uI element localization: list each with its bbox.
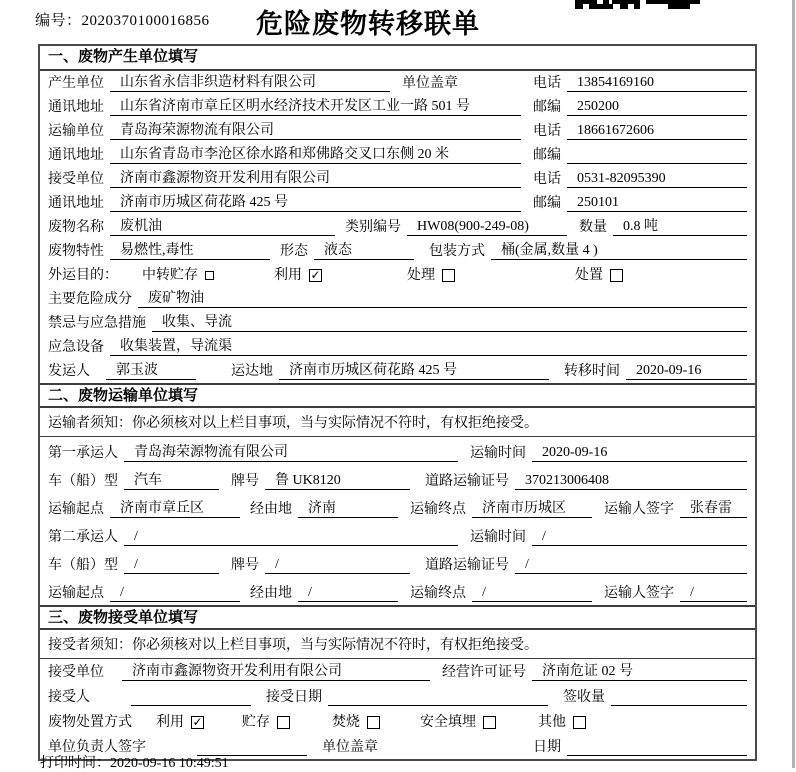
transport-time-label: 运输时间 bbox=[470, 530, 526, 545]
plate-label: 牌号 bbox=[231, 474, 259, 489]
trait-label: 废物特性 bbox=[48, 244, 104, 259]
purpose-option-disposal bbox=[575, 264, 623, 284]
window-edge-line bbox=[792, 0, 795, 768]
use-checkbox: ✓ bbox=[310, 267, 321, 282]
date-value bbox=[567, 739, 747, 756]
option-label: 利用 bbox=[274, 268, 302, 283]
origin-label: 运输起点 bbox=[48, 502, 104, 517]
section-3-header: 三、废物接受单位填写 bbox=[40, 605, 755, 630]
producer-value: 山东省永信非织造材料有限公司 bbox=[110, 71, 390, 92]
disposal-checkbox bbox=[610, 269, 623, 282]
disposal-option-use bbox=[156, 711, 204, 731]
carrier-value: / bbox=[124, 529, 458, 546]
row-second-carrier bbox=[40, 521, 755, 549]
shipper-value: 郭玉波 bbox=[106, 359, 196, 380]
phone-value: 18661672606 bbox=[567, 123, 747, 140]
accept-unit-value: 济南市鑫源物资开发利用有限公司 bbox=[122, 660, 430, 681]
taboo-value: 收集、导流 bbox=[152, 311, 747, 332]
end-value: 济南市历城区 bbox=[472, 497, 592, 518]
zip-label: 邮编 bbox=[533, 100, 561, 115]
transporter-sign-value: / bbox=[680, 585, 747, 602]
quantity-value: 0.8 吨 bbox=[613, 215, 747, 236]
vehicle-type-value: / bbox=[124, 557, 219, 574]
license-value: 济南危证 02 号 bbox=[532, 660, 747, 681]
unit-seal-label: 单位盖章 bbox=[322, 740, 378, 755]
disposal-option-incineration bbox=[332, 711, 380, 731]
destination-label: 运达地 bbox=[231, 364, 273, 379]
quantity-label: 数量 bbox=[579, 220, 607, 235]
vehicle-type-label: 车（船）型 bbox=[48, 558, 118, 573]
row-route-1 bbox=[40, 493, 755, 521]
accept-date-label: 接受日期 bbox=[266, 690, 322, 705]
row-receiver-unit bbox=[40, 167, 755, 191]
road-permit-label: 道路运输证号 bbox=[425, 474, 509, 489]
road-permit-value: / bbox=[515, 557, 747, 574]
landfill-checkbox bbox=[483, 716, 496, 729]
road-permit-label: 道路运输证号 bbox=[425, 558, 509, 573]
address-label: 通讯地址 bbox=[48, 148, 104, 163]
phone-value: 0531-82095390 bbox=[567, 171, 747, 188]
end-value: / bbox=[472, 585, 592, 602]
origin-value: 济南市章丘区 bbox=[110, 497, 240, 518]
acceptor-label: 接受人 bbox=[48, 690, 90, 705]
option-label: 利用 bbox=[156, 715, 184, 730]
transfer-storage-checkbox bbox=[205, 271, 214, 280]
equipment-value: 收集装置，导流渠 bbox=[110, 335, 747, 356]
row-waste-trait bbox=[40, 239, 755, 263]
row-emergency-equipment bbox=[40, 335, 755, 359]
origin-label: 运输起点 bbox=[48, 586, 104, 601]
trait-value: 易燃性,毒性 bbox=[110, 239, 270, 260]
carrier-value: 青岛海荣源物流有限公司 bbox=[124, 441, 458, 462]
print-time-label: 打印时间： bbox=[40, 756, 110, 771]
accept-date-value bbox=[328, 689, 548, 706]
zip-label: 邮编 bbox=[533, 196, 561, 211]
manager-sign-label: 单位负责人签字 bbox=[48, 740, 146, 755]
address-value: 山东省青岛市李沧区徐水路和郑佛路交叉口东侧 20 米 bbox=[110, 143, 521, 164]
option-label: 其他 bbox=[538, 715, 566, 730]
transport-time-value: 2020-09-16 bbox=[532, 445, 747, 462]
row-vehicle-2 bbox=[40, 549, 755, 577]
address-label: 通讯地址 bbox=[48, 196, 104, 211]
purpose-option-transfer-storage bbox=[142, 264, 214, 284]
row-accept-unit bbox=[40, 659, 755, 684]
packing-label: 包装方式 bbox=[429, 244, 485, 259]
carrier-label: 第一承运人 bbox=[48, 446, 118, 461]
page-title: 危险废物转移联单 bbox=[256, 9, 480, 39]
road-permit-value: 370213006408 bbox=[515, 473, 747, 490]
license-label: 经营许可证号 bbox=[442, 665, 526, 680]
transfer-time-value: 2020-09-16 bbox=[626, 363, 747, 380]
transport-time-value: / bbox=[532, 529, 747, 546]
phone-label: 电话 bbox=[533, 124, 561, 139]
doc-number-value: 2020370100016856 bbox=[81, 13, 210, 29]
signed-amount-value bbox=[611, 689, 747, 706]
via-label: 经由地 bbox=[250, 502, 292, 517]
vehicle-type-value: 汽车 bbox=[124, 469, 219, 490]
transporter-sign-value: 张春雷 bbox=[680, 497, 747, 518]
transport-unit-label: 运输单位 bbox=[48, 124, 104, 139]
category-label: 类别编号 bbox=[345, 220, 401, 235]
disposal-option-landfill bbox=[420, 711, 496, 731]
row-transport-unit bbox=[40, 119, 755, 143]
equipment-label: 应急设备 bbox=[48, 340, 104, 355]
origin-value: / bbox=[110, 585, 240, 602]
disposal-method-label: 废物处置方式 bbox=[48, 715, 132, 730]
zip-value bbox=[567, 147, 747, 164]
row-shipper bbox=[40, 359, 755, 383]
form-label: 形态 bbox=[280, 244, 308, 259]
row-producer bbox=[40, 71, 755, 95]
incineration-checkbox bbox=[367, 716, 380, 729]
option-label: 处理 bbox=[407, 268, 435, 283]
signed-amount-label: 签收量 bbox=[563, 690, 605, 705]
receiver-unit-value: 济南市鑫源物资开发利用有限公司 bbox=[110, 167, 521, 188]
acceptor-value bbox=[131, 689, 251, 706]
zip-label: 邮编 bbox=[533, 148, 561, 163]
row-first-carrier bbox=[40, 437, 755, 465]
via-value: / bbox=[298, 585, 398, 602]
end-label: 运输终点 bbox=[410, 502, 466, 517]
use-checkbox: ✓ bbox=[192, 714, 203, 729]
storage-checkbox bbox=[277, 716, 290, 729]
disposal-option-storage bbox=[242, 711, 290, 731]
receiver-unit-label: 接受单位 bbox=[48, 172, 104, 187]
via-value: 济南 bbox=[298, 497, 398, 518]
purpose-option-use bbox=[274, 264, 322, 284]
plate-value: 鲁 UK8120 bbox=[265, 469, 410, 490]
vehicle-type-label: 车（船）型 bbox=[48, 474, 118, 489]
notice-text: 运输者须知：你必须核对以上栏目事项，当与实际情况不符时，有权拒绝接受。 bbox=[48, 416, 538, 431]
manifest-form-table bbox=[38, 44, 757, 761]
packing-value: 桶(金属,数量 4 ) bbox=[491, 239, 747, 260]
waste-name-value: 废机油 bbox=[110, 215, 335, 236]
unit-seal-label: 单位盖章 bbox=[402, 76, 458, 91]
doc-number-label: 编号： bbox=[35, 13, 82, 29]
purpose-option-treatment bbox=[407, 264, 455, 284]
producer-label: 产生单位 bbox=[48, 76, 104, 91]
transporter-sign-label: 运输人签字 bbox=[604, 502, 674, 517]
option-label: 处置 bbox=[575, 268, 603, 283]
purpose-label: 外运目的： bbox=[48, 268, 118, 283]
transporter-notice bbox=[40, 408, 755, 437]
hazard-value: 废矿物油 bbox=[138, 287, 747, 308]
notice-text: 接受者须知：你必须核对以上栏目事项，当与实际情况不符时，有权拒绝接受。 bbox=[48, 638, 538, 653]
transport-time-label: 运输时间 bbox=[470, 446, 526, 461]
address-label: 通讯地址 bbox=[48, 100, 104, 115]
transporter-sign-label: 运输人签字 bbox=[604, 586, 674, 601]
taboo-label: 禁忌与应急措施 bbox=[48, 316, 146, 331]
treatment-checkbox bbox=[442, 269, 455, 282]
disposal-option-other bbox=[538, 711, 586, 731]
row-vehicle-1 bbox=[40, 465, 755, 493]
accept-unit-label: 接受单位 bbox=[48, 665, 104, 680]
phone-label: 电话 bbox=[533, 76, 561, 91]
via-label: 经由地 bbox=[250, 586, 292, 601]
section-2-header: 二、废物运输单位填写 bbox=[40, 383, 755, 408]
print-time bbox=[40, 752, 229, 772]
option-label: 中转贮存 bbox=[142, 268, 198, 283]
row-transport-address bbox=[40, 143, 755, 167]
end-label: 运输终点 bbox=[410, 586, 466, 601]
transport-unit-value: 青岛海荣源物流有限公司 bbox=[110, 119, 521, 140]
shipper-label: 发运人 bbox=[48, 364, 90, 379]
option-label: 安全填埋 bbox=[420, 715, 476, 730]
waste-name-label: 废物名称 bbox=[48, 220, 104, 235]
destination-value: 济南市历城区荷花路 425 号 bbox=[279, 359, 549, 380]
acceptor-notice bbox=[40, 630, 755, 659]
address-value: 山东省济南市章丘区明水经济技术开发区工业一路 501 号 bbox=[110, 95, 521, 116]
row-transport-purpose bbox=[40, 263, 755, 287]
row-producer-address bbox=[40, 95, 755, 119]
zip-value: 250200 bbox=[567, 99, 747, 116]
other-checkbox bbox=[573, 716, 586, 729]
hazard-label: 主要危险成分 bbox=[48, 292, 132, 307]
section-1-header: 一、废物产生单位填写 bbox=[40, 46, 755, 71]
phone-label: 电话 bbox=[533, 172, 561, 187]
row-receiver-address bbox=[40, 191, 755, 215]
zip-value: 250101 bbox=[567, 195, 747, 212]
category-value: HW08(900-249-08) bbox=[407, 219, 567, 236]
date-label: 日期 bbox=[533, 740, 561, 755]
row-acceptor bbox=[40, 684, 755, 709]
row-taboo-measures bbox=[40, 311, 755, 335]
transfer-time-label: 转移时间 bbox=[564, 364, 620, 379]
option-label: 贮存 bbox=[242, 715, 270, 730]
print-time-value: 2020-09-16 10:49:51 bbox=[110, 756, 229, 771]
row-main-hazard bbox=[40, 287, 755, 311]
plate-value: / bbox=[265, 557, 410, 574]
row-waste-name bbox=[40, 215, 755, 239]
row-route-2 bbox=[40, 577, 755, 605]
row-disposal-method bbox=[40, 709, 755, 734]
plate-label: 牌号 bbox=[231, 558, 259, 573]
option-label: 焚烧 bbox=[332, 715, 360, 730]
phone-value: 13854169160 bbox=[567, 75, 747, 92]
carrier-label: 第二承运人 bbox=[48, 530, 118, 545]
address-value: 济南市历城区荷花路 425 号 bbox=[110, 191, 521, 212]
form-value: 液态 bbox=[314, 239, 414, 260]
